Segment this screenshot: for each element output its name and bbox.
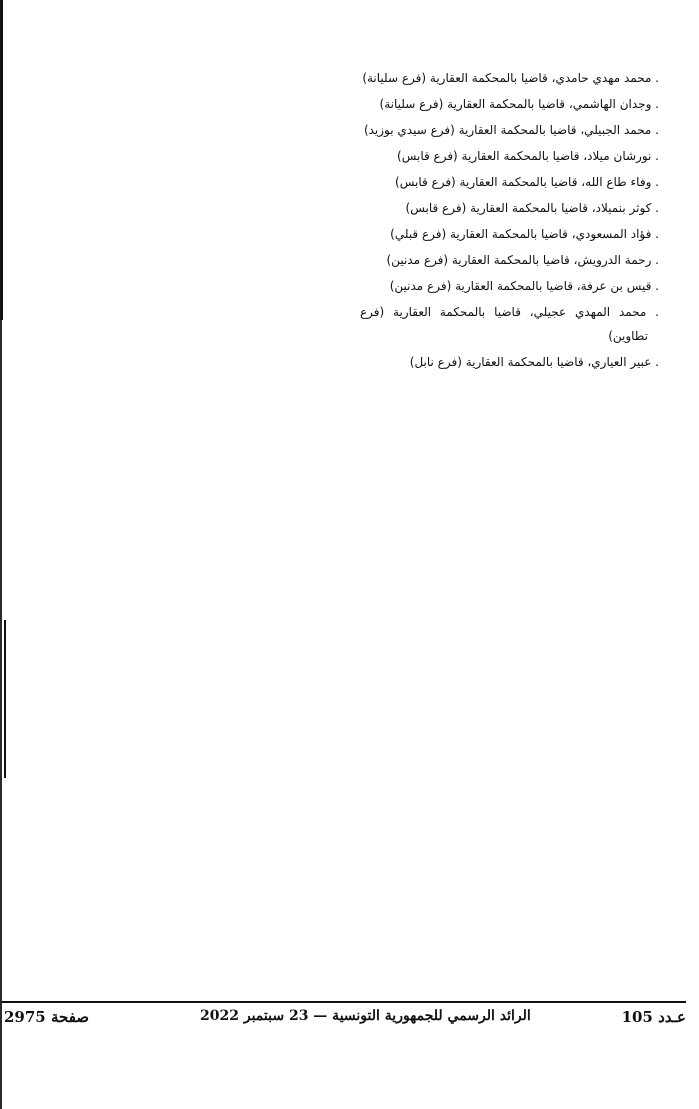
issue-number: عـدد 105 — [621, 1008, 686, 1026]
journal-title: الرائد الرسمي للجمهورية التونسية — 23 سبتمبر 2022 — [200, 1008, 531, 1024]
list-item: . نورشان ميلاد، قاضيا بالمحكمة العقارية (فرع قابس) — [397, 149, 659, 163]
list-item: . فؤاد المسعودي، قاضيا بالمحكمة العقارية (فرع قبلي) — [390, 227, 659, 241]
scan-margin-mark — [4, 620, 6, 778]
list-item: . محمد المهدي عجيلي، قاضيا بالمحكمة العقارية (فرع تطاوين) — [360, 305, 659, 343]
list-item: . كوثر بنميلاد، قاضيا بالمحكمة العقارية (فرع قابس) — [405, 201, 659, 215]
appointments-list — [360, 66, 668, 376]
page-footer — [2, 1008, 686, 1032]
list-item: . وجدان الهاشمي، قاضيا بالمحكمة العقارية (فرع سليانة) — [379, 97, 659, 111]
list-item: . رحمة الدرويش، قاضيا بالمحكمة العقارية (فرع مدنين) — [386, 253, 659, 267]
footer-divider — [2, 1001, 686, 1003]
scan-margin-mark — [0, 0, 3, 320]
list-item: . عبير العياري، قاضيا بالمحكمة العقارية (فرع نابل) — [409, 355, 659, 369]
list-item: . محمد الجبيلي، قاضيا بالمحكمة العقارية (فرع سيدي بوزيد) — [363, 123, 659, 137]
list-item: . وفاء طاع الله، قاضيا بالمحكمة العقارية (فرع قابس) — [395, 175, 659, 189]
page-number: صفحة 2975 — [4, 1008, 90, 1026]
list-item: . محمد مهدي حامدي، قاضيا بالمحكمة العقارية (فرع سليانة) — [362, 71, 659, 85]
list-item: . قيس بن عرفة، قاضيا بالمحكمة العقارية (فرع مدنين) — [389, 279, 659, 293]
